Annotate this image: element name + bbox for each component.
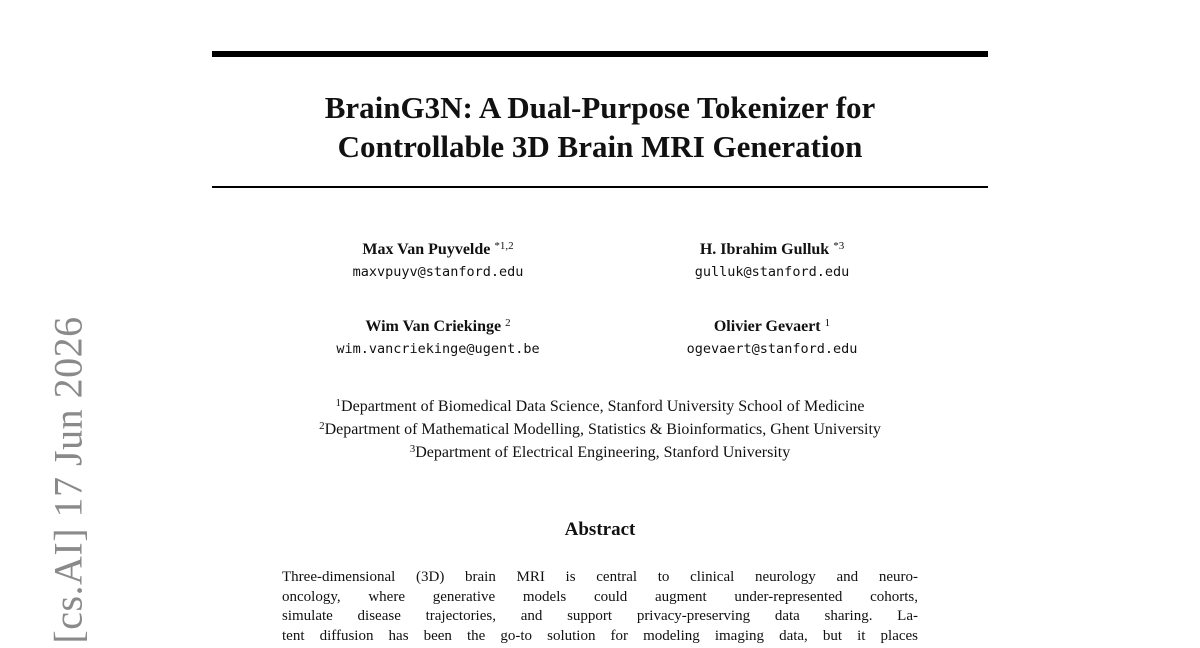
author-name: Max Van Puyvelde $^{*1,2}$	[362, 240, 514, 258]
author-block	[622, 317, 922, 359]
author-block	[288, 240, 588, 282]
affiliation-line: $^3$Department of Electrical Engineering, Stanford University	[409, 443, 791, 461]
author-block	[622, 240, 922, 282]
author-affiliation-marks: 1	[824, 317, 831, 329]
abstract-body	[282, 568, 918, 646]
author-affiliation-marks: 2	[505, 317, 511, 329]
affiliation-line: $^2$Department of Mathematical Modelling, Statistics & Bioinformatics, Ghent University	[319, 420, 881, 438]
paper-title-line-1: BrainG3N: A Dual-Purpose Tokenizer for	[324, 90, 876, 125]
affiliation-line: $^1$Department of Biomedical Data Science, Stanford University School of Medicine	[335, 397, 865, 415]
author-email[interactable]: gulluk@stanford.edu	[694, 264, 850, 280]
affiliations	[212, 395, 988, 464]
author-affiliation-marks: *1,2	[494, 240, 514, 252]
title-top-rule	[212, 51, 988, 57]
abstract-heading: Abstract	[564, 519, 636, 540]
author-name: H. Ibrahim Gulluk $^{*3}$	[699, 240, 845, 258]
abstract-line: simulate disease trajectories, and support privacy-preserving data sharing. La-	[282, 608, 918, 624]
abstract-line: tent diffusion has been the go-to solution for modeling imaging data, but it places	[282, 627, 918, 644]
abstract-line: oncology, where generative models could augment under-represented cohorts,	[282, 588, 918, 605]
author-block	[288, 317, 588, 359]
paper-title-line-2: Controllable 3D Brain MRI Generation	[337, 129, 863, 164]
author-email[interactable]: ogevaert@stanford.edu	[686, 341, 858, 357]
author-name: Olivier Gevaert $^1$	[713, 317, 831, 335]
author-name: Wim Van Criekinge $^2$	[365, 317, 511, 335]
paper-title	[212, 88, 988, 166]
author-email[interactable]: maxvpuyv@stanford.edu	[352, 264, 524, 280]
author-affiliation-marks: *3	[833, 240, 845, 252]
title-bottom-rule	[212, 186, 988, 188]
arxiv-side-stamp: [cs.AI] 17 Jun 2026	[45, 316, 91, 644]
abstract-line: Three-dimensional (3D) brain MRI is central to clinical neurology and neuro-	[282, 569, 918, 585]
author-email[interactable]: wim.vancriekinge@ugent.be	[336, 341, 540, 357]
